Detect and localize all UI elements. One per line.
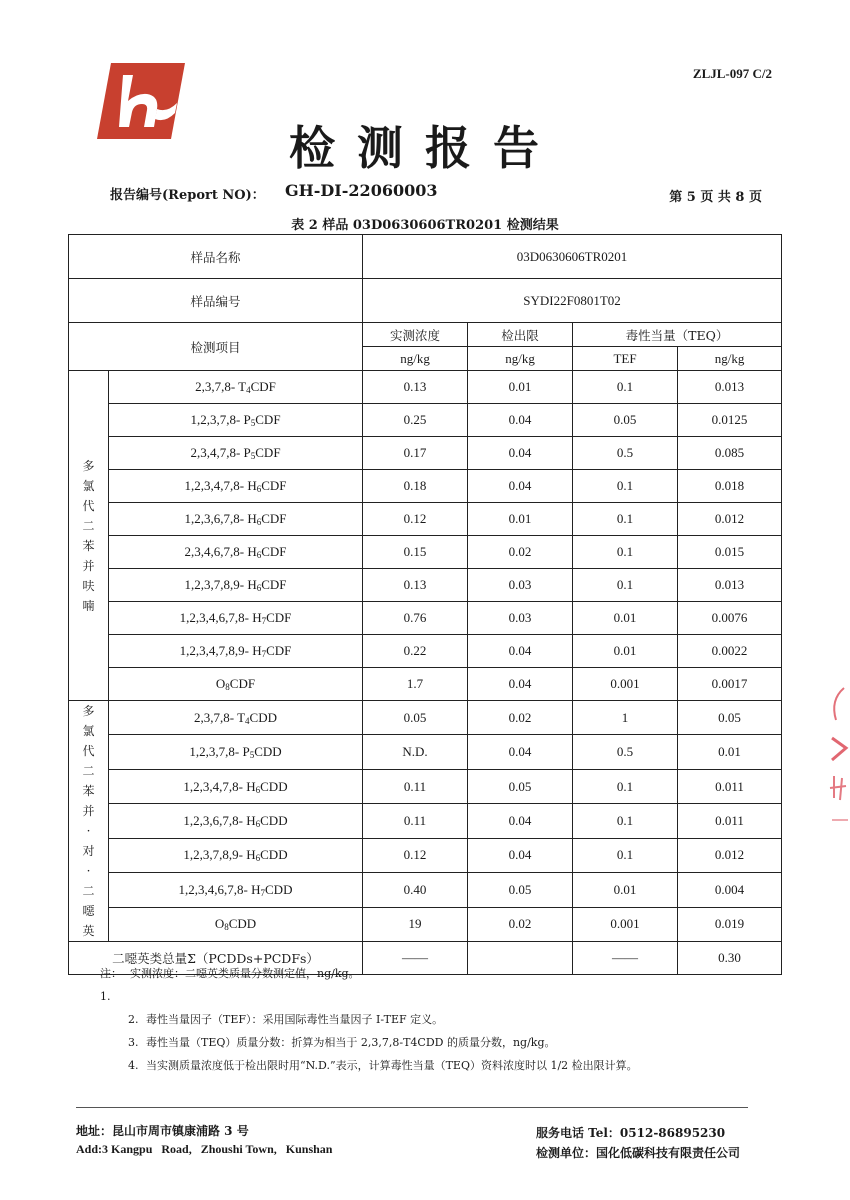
pcdf-group: [69, 371, 109, 701]
compound-subscript: 6: [256, 550, 262, 560]
measured-concentration: 1.7: [363, 668, 468, 701]
compound-suffix: CDD: [254, 744, 282, 760]
detection-limit: 0.01: [468, 503, 573, 536]
tef-value: 0.001: [573, 907, 678, 941]
note-number: 注：1.: [100, 967, 122, 1003]
compound-prefix: 1,2,3,6,7,8- H: [184, 511, 257, 526]
service-telephone: 服务电话 Tel：0512-86895230: [536, 1126, 726, 1140]
note-item: [100, 1054, 638, 1077]
total-tef: ——: [573, 942, 678, 975]
testing-unit: 检测单位：国化低碳科技有限责任公司: [536, 1146, 741, 1160]
measured-concentration: 0.11: [363, 769, 468, 803]
teq-unit: ng/kg: [678, 347, 782, 371]
measured-concentration: 0.05: [363, 701, 468, 735]
note-text: 毒性当量（TEQ）质量分数：折算为相当于 2,3,7,8-T4CDD 的质量分数，ng/kg。: [146, 1036, 556, 1049]
teq-value: 0.01: [678, 735, 782, 769]
compound-subscript: 6: [256, 583, 262, 593]
test-item-header: 检测项目: [69, 323, 363, 371]
detection-limit: 0.04: [468, 838, 573, 872]
compound-prefix: 1,2,3,7,8,9- H: [183, 847, 256, 863]
teq-value: 0.018: [678, 470, 782, 503]
compound-name: [109, 437, 363, 470]
tef-value: 0.001: [573, 668, 678, 701]
detection-limit-header: 检出限: [468, 323, 573, 347]
teq-value: 0.011: [678, 804, 782, 838]
compound-suffix: CDF: [266, 610, 292, 625]
teq-value: 0.05: [678, 701, 782, 735]
table-row: [69, 838, 782, 872]
measured-concentration: 0.13: [363, 569, 468, 602]
compound-prefix: O: [215, 676, 226, 691]
detection-limit: 0.04: [468, 804, 573, 838]
pcdd-group: [69, 701, 109, 942]
compound-subscript: 5: [250, 418, 256, 428]
page-indicator: 第 5 页 共 8 页: [669, 190, 762, 205]
compound-suffix: CDD: [260, 812, 288, 828]
compound-name: [109, 838, 363, 872]
compound-subscript: 6: [256, 517, 262, 527]
notes-section: [100, 962, 638, 1077]
tef-value: 0.5: [573, 437, 678, 470]
compound-name: [109, 873, 363, 907]
measured-concentration: 0.76: [363, 602, 468, 635]
seal-stamp-fragment: [822, 680, 850, 830]
compound-name: [109, 569, 363, 602]
compound-name: [109, 907, 363, 941]
table-row: [69, 668, 782, 701]
table-row: [69, 735, 782, 769]
detection-limit: 0.03: [468, 602, 573, 635]
tef-value: 0.01: [573, 873, 678, 907]
total-teq: 0.30: [678, 942, 782, 975]
note-item: [100, 1008, 638, 1031]
compound-prefix: 1,2,3,4,7,8- H: [184, 478, 257, 493]
teq-value: 0.085: [678, 437, 782, 470]
tef-value: 0.1: [573, 470, 678, 503]
table-row: [69, 536, 782, 569]
compound-name: [109, 371, 363, 404]
compound-name: [109, 769, 363, 803]
table-row: [69, 701, 782, 735]
tef-value: 0.1: [573, 838, 678, 872]
teq-value: 0.019: [678, 907, 782, 941]
measured-concentration: 0.12: [363, 838, 468, 872]
tef-value: 0.1: [573, 371, 678, 404]
table-row: [69, 569, 782, 602]
compound-subscript: 6: [255, 818, 261, 829]
table-row: [69, 503, 782, 536]
tef-value: 0.05: [573, 404, 678, 437]
tef-value: 0.1: [573, 536, 678, 569]
sample-number-value: SYDI22F0801T02: [363, 279, 782, 323]
teq-value: 0.0076: [678, 602, 782, 635]
document-code: ZLJL-097 C/2: [692, 66, 772, 81]
measured-concentration: 19: [363, 907, 468, 941]
table-row: [69, 804, 782, 838]
address-english: Add:3 Kangpu Road, Zhoushi Town, Kunshan: [76, 1142, 333, 1156]
report-number-label: 报告编号(Report NO)：: [110, 188, 265, 203]
table-row: [69, 470, 782, 503]
compound-subscript: 4: [245, 715, 250, 726]
compound-suffix: CDD: [228, 916, 257, 932]
measured-conc-header: 实测浓度: [363, 323, 468, 347]
compound-suffix: CDF: [229, 676, 256, 691]
note-number: 4.: [128, 1059, 139, 1072]
compound-name: [109, 635, 363, 668]
tef-unit: TEF: [573, 347, 678, 371]
compound-name: [109, 503, 363, 536]
table-row: [69, 635, 782, 668]
compound-prefix: 1,2,3,4,7,8,9- H: [179, 643, 262, 658]
compound-subscript: 6: [255, 853, 261, 864]
compound-name: [109, 536, 363, 569]
compound-suffix: CDF: [255, 412, 281, 427]
report-number-value: GH-DI-22060003: [285, 181, 438, 200]
tef-value: 0.1: [573, 503, 678, 536]
compound-prefix: 2,3,7,8- T: [195, 379, 247, 394]
sample-number-row: [69, 279, 782, 323]
teq-value: 0.012: [678, 503, 782, 536]
note-text: 实测浓度：二噁英类质量分数测定值，ng/kg。: [130, 967, 360, 980]
address-chinese: 地址：昆山市周市镇康浦路 3 号: [76, 1124, 249, 1138]
compound-suffix: CDF: [261, 511, 287, 526]
detection-limit: 0.04: [468, 437, 573, 470]
compound-name: [109, 804, 363, 838]
compound-prefix: 1,2,3,6,7,8- H: [183, 812, 256, 828]
compound-suffix: CDF: [250, 379, 276, 394]
measured-concentration: 0.13: [363, 371, 468, 404]
detection-limit: 0.02: [468, 907, 573, 941]
tef-value: 0.5: [573, 735, 678, 769]
compound-suffix: CDF: [261, 478, 287, 493]
sample-name-value: 03D0630606TR0201: [363, 235, 782, 279]
pcdd-group-label: 多氯代二苯并·对·二噁英: [82, 704, 95, 938]
compound-name: [109, 735, 363, 769]
note-item: [100, 1031, 638, 1054]
detection-limit: 0.04: [468, 404, 573, 437]
column-header-row: [69, 323, 782, 347]
compound-suffix: CDD: [249, 709, 277, 725]
compound-name: [109, 668, 363, 701]
total-concentration: ——: [363, 942, 468, 975]
compound-prefix: 2,3,7,8- T: [194, 709, 246, 725]
compound-prefix: 1,2,3,4,7,8- H: [183, 778, 256, 794]
compound-subscript: 8: [224, 922, 229, 933]
compound-subscript: 7: [260, 887, 266, 898]
compound-subscript: 6: [255, 784, 261, 795]
sample-name-row: [69, 235, 782, 279]
table-row: [69, 873, 782, 907]
compound-subscript: 4: [246, 385, 251, 395]
measured-concentration: 0.17: [363, 437, 468, 470]
measured-concentration: 0.12: [363, 503, 468, 536]
measured-concentration: 0.40: [363, 873, 468, 907]
measured-concentration: 0.11: [363, 804, 468, 838]
teq-value: 0.011: [678, 769, 782, 803]
teq-value: 0.0022: [678, 635, 782, 668]
detection-limit: 0.04: [468, 470, 573, 503]
table-row: [69, 404, 782, 437]
compound-prefix: O: [214, 916, 225, 932]
results-table: [68, 234, 782, 975]
note-text: 毒性当量因子（TEF）：采用国际毒性当量因子 I-TEF 定义。: [146, 1013, 444, 1026]
detection-limit: 0.01: [468, 371, 573, 404]
sample-number-label: 样品编号: [69, 279, 363, 323]
detection-limit: 0.04: [468, 735, 573, 769]
compound-name: [109, 701, 363, 735]
compound-suffix: CDF: [261, 577, 287, 592]
table-row: [69, 371, 782, 404]
compound-suffix: CDF: [261, 544, 287, 559]
lod-unit: ng/kg: [468, 347, 573, 371]
table-row: [69, 907, 782, 941]
tef-value: 0.01: [573, 635, 678, 668]
compound-prefix: 2,3,4,6,7,8- H: [184, 544, 257, 559]
measured-concentration: 0.22: [363, 635, 468, 668]
measured-concentration: N.D.: [363, 735, 468, 769]
compound-prefix: 1,2,3,4,6,7,8- H: [178, 881, 261, 897]
total-label: 二噁英类总量Σ（PCDDs+PCDFs）: [69, 942, 363, 975]
detection-limit: 0.04: [468, 635, 573, 668]
tef-value: 0.1: [573, 769, 678, 803]
detection-limit: 0.02: [468, 536, 573, 569]
table-caption: 表 2 样品 03D0630606TR0201 检测结果: [291, 218, 559, 233]
compound-subscript: 8: [225, 682, 230, 692]
compound-suffix: CDD: [265, 881, 293, 897]
compound-subscript: 5: [250, 451, 256, 461]
compound-prefix: 1,2,3,4,6,7,8- H: [179, 610, 262, 625]
compound-suffix: CDF: [266, 643, 292, 658]
detection-limit: 0.04: [468, 668, 573, 701]
measured-unit: ng/kg: [363, 347, 468, 371]
note-number: 2.: [128, 1013, 139, 1026]
compound-name: [109, 470, 363, 503]
table-row: [69, 769, 782, 803]
measured-concentration: 0.25: [363, 404, 468, 437]
compound-subscript: 6: [256, 484, 262, 494]
detection-limit: 0.03: [468, 569, 573, 602]
teq-value: 0.013: [678, 569, 782, 602]
teq-value: 0.004: [678, 873, 782, 907]
tef-value: 0.1: [573, 804, 678, 838]
compound-name: [109, 404, 363, 437]
compound-subscript: 7: [261, 616, 267, 626]
report-title: 检测报告: [289, 121, 561, 175]
compound-prefix: 1,2,3,7,8- P: [190, 412, 251, 427]
tef-value: 1: [573, 701, 678, 735]
teq-header: 毒性当量（TEQ）: [573, 323, 782, 347]
measured-concentration: 0.15: [363, 536, 468, 569]
compound-suffix: CDD: [260, 778, 288, 794]
compound-prefix: 1,2,3,7,8- P: [189, 744, 250, 760]
detection-limit: 0.05: [468, 873, 573, 907]
teq-value: 0.012: [678, 838, 782, 872]
footer-divider: [76, 1107, 748, 1108]
tef-value: 0.01: [573, 602, 678, 635]
compound-suffix: CDF: [255, 445, 281, 460]
compound-prefix: 2,3,4,7,8- P: [190, 445, 251, 460]
compound-suffix: CDD: [260, 847, 288, 863]
compound-name: [109, 602, 363, 635]
teq-value: 0.0017: [678, 668, 782, 701]
compound-subscript: 5: [249, 750, 255, 761]
compound-prefix: 1,2,3,7,8,9- H: [184, 577, 257, 592]
compound-subscript: 7: [261, 649, 267, 659]
note-item: [100, 962, 638, 1008]
teq-value: 0.0125: [678, 404, 782, 437]
table-row: [69, 602, 782, 635]
detection-limit: 0.02: [468, 701, 573, 735]
pcdf-group-label: 多氯代二苯并呋喃: [82, 458, 95, 613]
detection-limit: 0.05: [468, 769, 573, 803]
note-number: 3.: [128, 1036, 139, 1049]
table-row: [69, 437, 782, 470]
measured-concentration: 0.18: [363, 470, 468, 503]
teq-value: 0.015: [678, 536, 782, 569]
teq-value: 0.013: [678, 371, 782, 404]
sample-name-label: 样品名称: [69, 235, 363, 279]
note-text: 当实测质量浓度低于检出限时用“N.D.”表示，计算毒性当量（TEQ）资料浓度时以 1/2 检出限计算。: [146, 1059, 638, 1072]
tef-value: 0.1: [573, 569, 678, 602]
